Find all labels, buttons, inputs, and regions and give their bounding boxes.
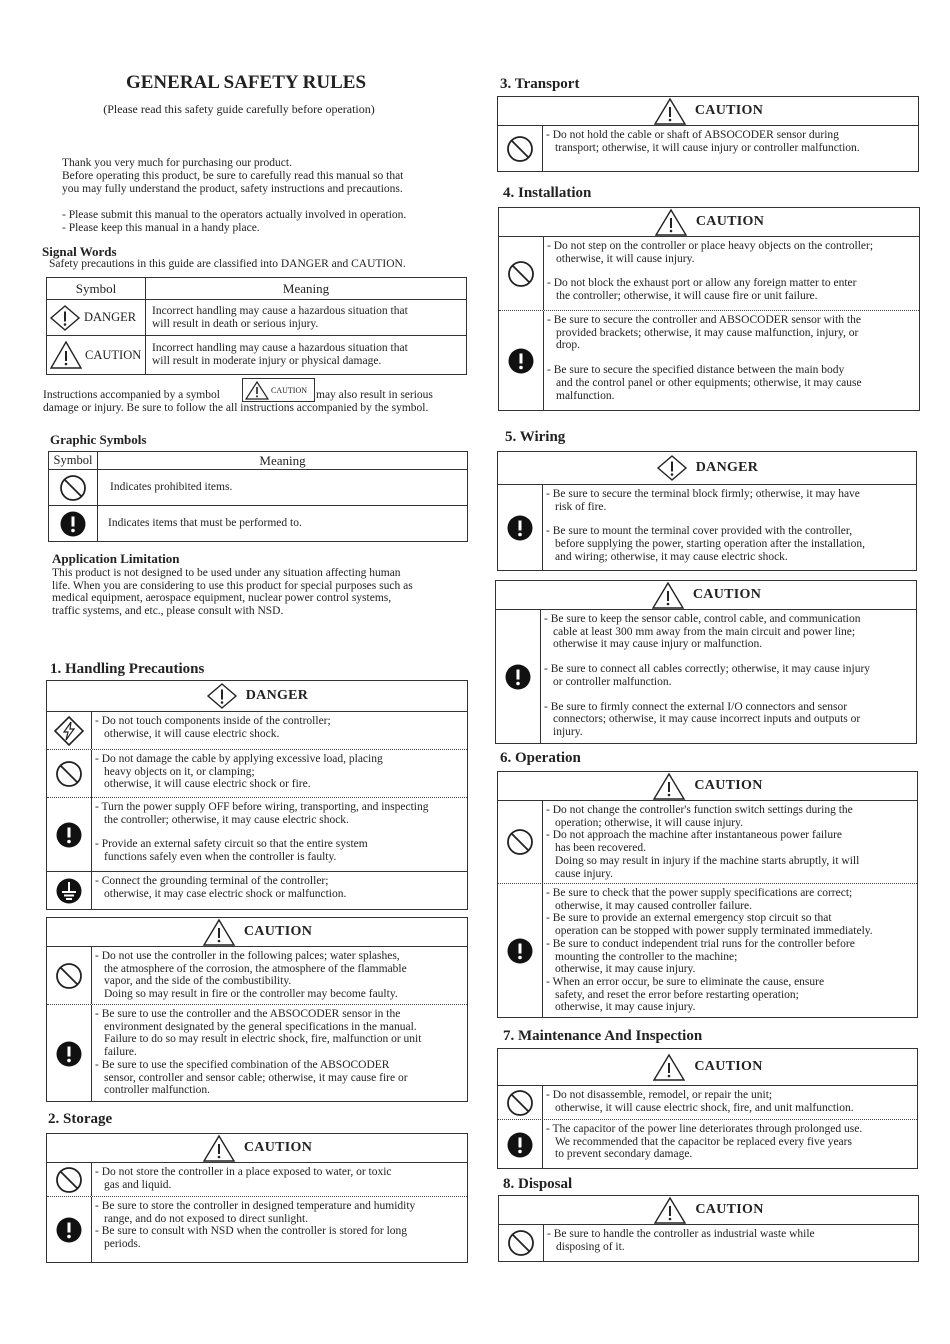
mandatory-icon	[55, 821, 83, 849]
caution-triangle-icon	[49, 340, 83, 370]
s1-caution-row-2: - Be sure to use the controller and the ABSOCODER sensor in the environment designated by the general specifications in the manual. Failure to do so may result in electric shock, fire, malfunction or unit failure. - Be sure to use the specified combination of the ABSOCODER sensor, controller and sensor cable; otherwise, it may cause fire or controller malfunction.	[47, 1004, 467, 1102]
section-2-title: 2. Storage	[48, 1111, 113, 1127]
caution-meaning: Incorrect handling may cause a hazardous situation that will result in moderate injury or physical damage.	[146, 336, 467, 375]
mandatory-icon	[506, 514, 534, 542]
ground-icon	[55, 877, 83, 905]
caution-triangle-icon	[202, 918, 236, 946]
s1-danger-row-2: - Do not damage the cable by applying excessive load, placing heavy objects on it, or clamping; otherwise, it will cause electric shock or fire.	[47, 749, 467, 798]
col-meaning: Meaning	[146, 278, 467, 300]
signal-words-table	[46, 277, 467, 375]
s7-caution-box	[497, 1048, 918, 1169]
s6-caution-box	[497, 771, 918, 1018]
page-title: GENERAL SAFETY RULES	[125, 72, 367, 93]
s8-caution-row-1: - Be sure to handle the controller as industrial waste while disposing of it.	[499, 1225, 918, 1261]
prohibited-icon	[507, 1229, 535, 1257]
prohibited-icon	[55, 962, 83, 990]
gs-col-meaning: Meaning	[98, 452, 468, 470]
signal-note-line2: damage or injury. Be sure to follow the all instructions accompanied by the symbol.	[43, 402, 429, 414]
s8-caution-header: CAUTION	[499, 1196, 918, 1225]
s7-caution-header: CAUTION	[498, 1049, 917, 1086]
s1-danger-header: DANGER	[47, 681, 467, 712]
danger-diamond-icon	[49, 304, 81, 332]
gs-col-symbol: Symbol	[49, 452, 98, 470]
s1-danger-box	[46, 680, 468, 910]
graphic-symbols-title: Graphic Symbols	[50, 432, 147, 447]
s1-caution-box	[46, 917, 468, 1102]
caution-triangle-icon	[202, 1134, 236, 1162]
inline-caution-symbol: CAUTION	[242, 378, 315, 402]
prohibited-icon	[55, 760, 83, 788]
section-5-title: 5. Wiring	[505, 429, 566, 445]
prohibited-icon	[507, 260, 535, 288]
signal-words-title: Signal Words	[42, 244, 117, 259]
s7-caution-row-2: - The capacitor of the power line deteriorates through prolonged use. We recommended that the capacitor be replaced every five years to prevent secondary damage.	[498, 1119, 917, 1169]
prohibited-icon	[49, 474, 97, 502]
prohibited-icon	[506, 1089, 534, 1117]
s6-caution-row-1: - Do not change the controller's function switch settings during the operation; otherwise, it will cause injury. - Do not approach the machine after instantaneous power failure has been recovered. Doing so may result in injury if the machine starts abruptly, it will cause injury.	[498, 801, 917, 883]
mandatory-meaning: Indicates items that must be performed to.	[98, 506, 468, 542]
section-7-title: 7. Maintenance And Inspection	[503, 1028, 703, 1044]
s3-caution-header: CAUTION	[498, 97, 918, 126]
s2-caution-row-1: - Do not store the controller in a place exposed to water, or toxic gas and liquid.	[47, 1163, 467, 1196]
section-4-title: 4. Installation	[503, 185, 592, 201]
s3-caution-box	[497, 96, 919, 172]
s1-danger-row-4: - Connect the grounding terminal of the controller; otherwise, it may case electric shock or malfunction.	[47, 871, 467, 910]
prohibited-meaning: Indicates prohibited items.	[98, 470, 468, 506]
s4-caution-row-1: - Do not step on the controller or place heavy objects on the controller; otherwise, it will cause injury. - Do not block the exhaust port or allow any foreign matter to enter the controller; otherwise, it will cause fire or unit failure.	[499, 237, 919, 310]
caution-triangle-icon	[653, 97, 687, 125]
section-1-title: 1. Handling Precautions	[50, 661, 205, 677]
section-8-title: 8. Disposal	[503, 1176, 573, 1192]
mandatory-icon	[55, 1216, 83, 1244]
s4-caution-row-2: - Be sure to secure the controller and ABSOCODER sensor with the provided brackets; otherwise, it may cause malfunction, injury, or drop. - Be sure to secure the specified distance between the main body and the control panel or other equipments; otherwise, it may cause malfunction.	[499, 310, 919, 411]
page-subtitle: (Please read this safety guide carefully before operation)	[103, 102, 375, 116]
s6-caution-header: CAUTION	[498, 772, 917, 801]
mandatory-icon	[506, 1131, 534, 1159]
s5-caution-box	[495, 580, 917, 744]
section-3-title: 3. Transport	[500, 76, 580, 92]
signal-words-desc: Safety precautions in this guide are classified into DANGER and CAUTION.	[49, 258, 406, 270]
s8-caution-box	[498, 1195, 919, 1262]
caution-triangle-icon	[651, 581, 685, 609]
s2-caution-row-2: - Be sure to store the controller in designed temperature and humidity range, and do not exposed to direct sunlight. - Be sure to consult with NSD when the controller is stored for long periods.	[47, 1196, 467, 1263]
danger-meaning: Incorrect handling may cause a hazardous situation that will result in death or serious injury.	[146, 300, 467, 336]
s1-caution-row-1: - Do not use the controller in the following palces; water splashes, the atmosphere of the corrosion, the atmosphere of the flammable vapor, and the side of the combustibility. Doing so may result in fire or the controller may become faulty.	[47, 947, 467, 1004]
danger-diamond-icon	[656, 454, 688, 482]
signal-note-after: may also result in serious	[316, 389, 433, 401]
s5-caution-row-1: - Be sure to keep the sensor cable, control cable, and communication cable at least 300 mm away from the main circuit and power line; otherwise it may cause injury or malfunction. - Be sure to connect all cables correctly; otherwise, it may cause injury or controller malfunction. - Be sure to firmly connect the external I/O connectors and sensor connectors; otherwise, it may cause incorrect inputs and outputs or injury.	[496, 610, 916, 743]
caution-triangle-icon	[652, 772, 686, 800]
s1-caution-header: CAUTION	[47, 918, 467, 947]
danger-diamond-icon	[206, 682, 238, 710]
caution-triangle-icon	[652, 1053, 686, 1081]
caution-triangle-icon	[653, 1196, 687, 1224]
mandatory-icon	[55, 1040, 83, 1068]
caution-label: CAUTION	[85, 347, 142, 362]
s3-caution-row-1: - Do not hold the cable or shaft of ABSOCODER sensor during transport; otherwise, it will cause injury or controller malfunction.	[498, 126, 918, 171]
graphic-symbols-table	[48, 451, 468, 542]
prohibited-icon	[506, 135, 534, 163]
s4-caution-header: CAUTION	[499, 208, 919, 237]
s1-danger-row-3: - Turn the power supply OFF before wiring, transporting, and inspecting the controller; otherwise, it may cause electric shock. - Provide an external safety circuit so that the entire system functions safely even when the controller is faulty.	[47, 797, 467, 872]
prohibited-icon	[55, 1166, 83, 1194]
s5-danger-box	[497, 451, 917, 571]
caution-triangle-icon	[654, 208, 688, 236]
danger-label: DANGER	[84, 310, 137, 324]
mandatory-icon	[507, 347, 535, 375]
s5-caution-header: CAUTION	[496, 581, 916, 610]
s4-caution-box	[498, 207, 920, 411]
s5-danger-header: DANGER	[498, 452, 916, 485]
s7-caution-row-1: - Do not disassemble, remodel, or repair the unit; otherwise, it will cause electric shock, fire, and unit malfunction.	[498, 1086, 917, 1119]
col-symbol: Symbol	[47, 278, 146, 300]
section-6-title: 6. Operation	[500, 750, 581, 766]
signal-note-line1: Instructions accompanied by a symbol	[43, 389, 220, 401]
prohibited-icon	[506, 828, 534, 856]
s2-caution-box	[46, 1133, 468, 1263]
s5-danger-row-1: - Be sure to secure the terminal block firmly; otherwise, it may have risk of fire. - Be sure to mount the terminal cover provided with the controller, before supplying the power, starting operation after the installation, and wiring; otherwise, it may cause electric shock.	[498, 485, 916, 570]
mandatory-icon	[504, 663, 532, 691]
application-title: Application Limitation	[52, 551, 180, 566]
mandatory-icon	[49, 510, 97, 538]
mandatory-icon	[506, 937, 534, 965]
application-text: This product is not designed to be used under any situation affecting human life. When you are considering to use this product for special purposes such as medical equipment, aerospace equipment, nuclear power control systems, traffic systems, and etc., please consult with NSD.	[52, 567, 413, 617]
intro-text: Thank you very much for purchasing our product. Before operating this product, be sure to carefully read this manual so that you may fully understand the product, safety instructions and precautions. - Please submit this manual to the operators actually involved in operation. - Please keep this manual in a handy place.	[62, 157, 407, 234]
s2-caution-header: CAUTION	[47, 1134, 467, 1163]
s6-caution-row-2: - Be sure to check that the power supply specifications are correct; otherwise, it may caused controller failure. - Be sure to provide an external emergency stop circuit so that operation can be stopped with power supply terminated immediately. - Be sure to conduct independent trial runs for the controller before mounting the controller to the machine; otherwise, it may cause injury. - When an error occur, be sure to eliminate the cause, ensure safety, and reset the error before restarting operation; otherwise, it may cause injury.	[498, 883, 917, 1018]
electric-shock-icon	[54, 716, 84, 746]
s1-danger-row-1: - Do not touch components inside of the controller; otherwise, it will cause electric shock.	[47, 712, 467, 749]
